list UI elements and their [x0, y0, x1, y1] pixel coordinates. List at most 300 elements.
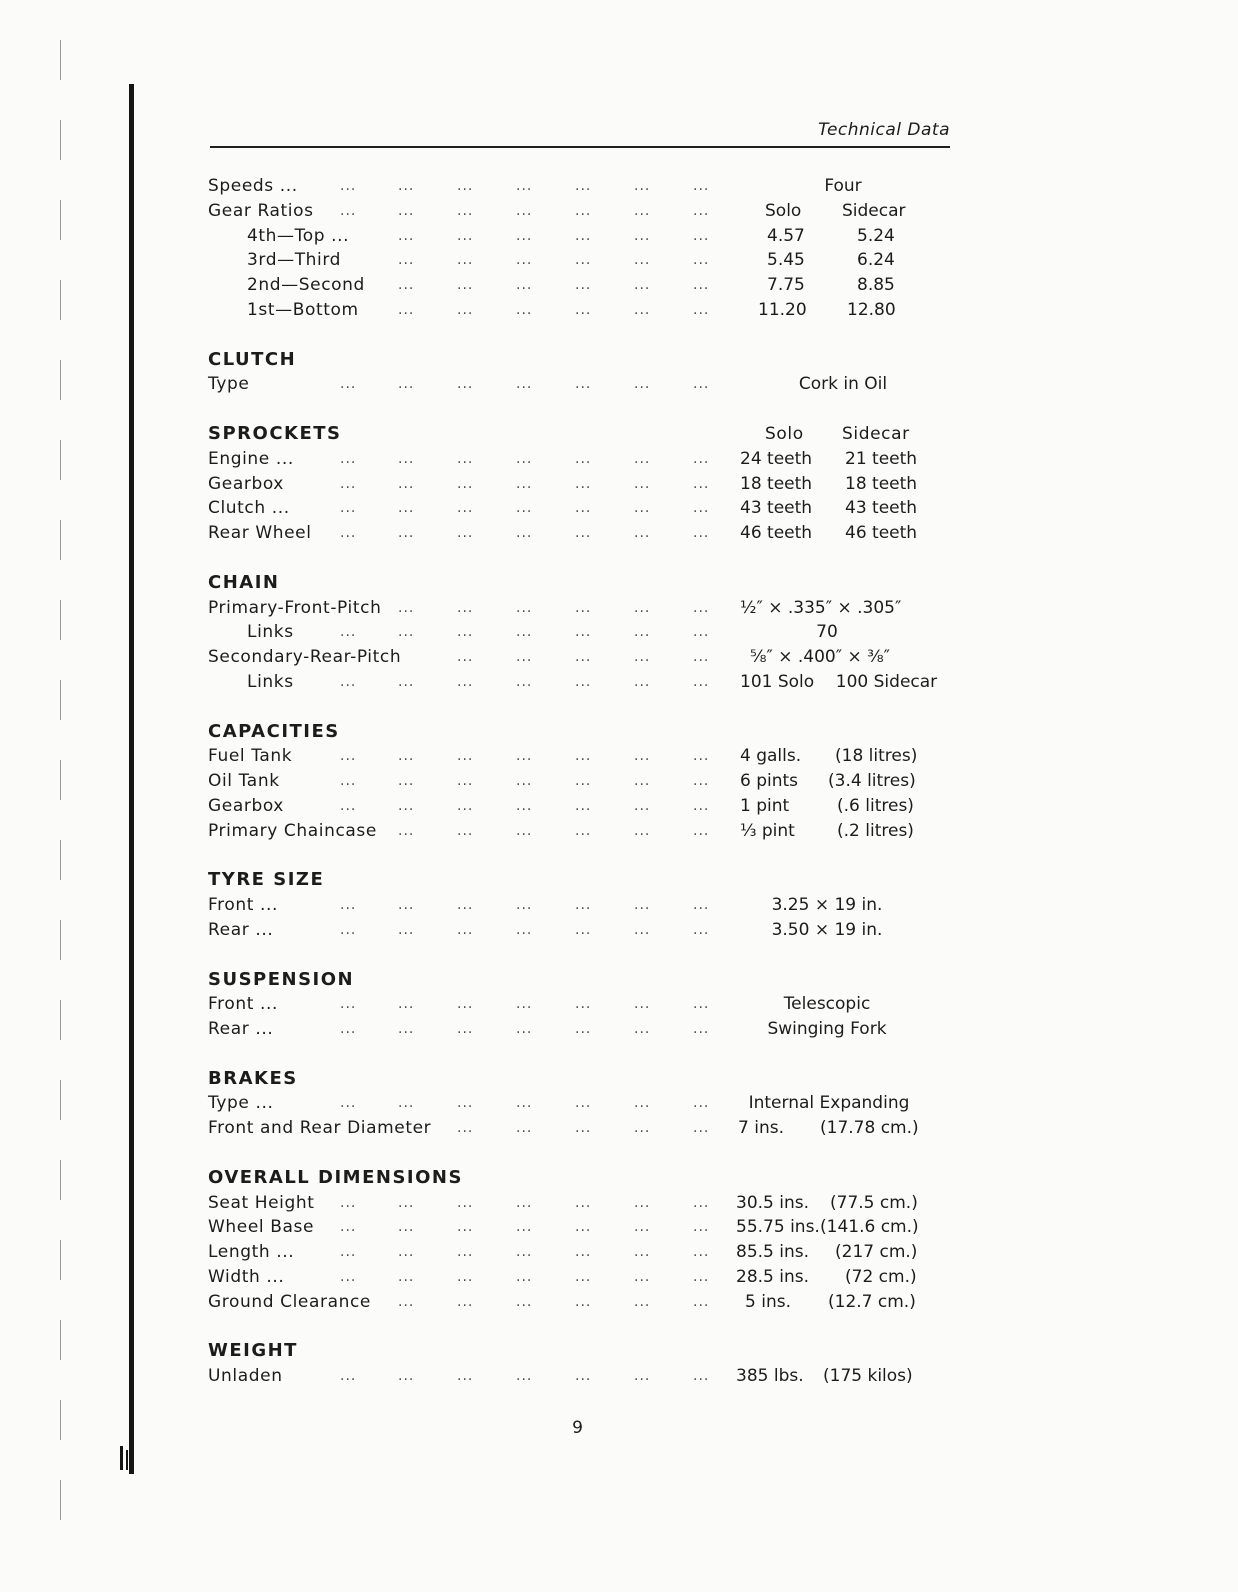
section-heading-sprockets: [205, 422, 950, 447]
tyre-row: [205, 893, 950, 918]
gear-ratio-label: 3rd—Third: [247, 250, 342, 271]
dimension-imperial: 85.5 ins.: [736, 1242, 810, 1263]
dimension-label: Wheel Base: [208, 1217, 315, 1238]
leader-dots: ...: [457, 773, 474, 790]
leader-dots: ...: [516, 450, 533, 467]
dimension-metric: (72 cm.): [845, 1267, 917, 1288]
leader-dots: ...: [693, 996, 710, 1013]
page-edge-mark: [60, 760, 61, 800]
leader-dots: ...: [516, 500, 533, 517]
leader-dots: ...: [693, 1194, 710, 1211]
capacity-row: [205, 744, 950, 769]
leader-dots: ...: [398, 921, 415, 938]
leader-dots: ...: [398, 500, 415, 517]
leader-dots: ...: [340, 624, 357, 641]
leader-dots: ...: [634, 624, 651, 641]
sprocket-label: Gearbox: [208, 473, 284, 494]
sprocket-sidecar: 18 teeth: [845, 473, 918, 494]
leader-dots: ...: [693, 822, 710, 839]
tyre-label: Front ...: [208, 895, 279, 916]
leader-dots: ...: [634, 1120, 651, 1137]
leader-dots: ...: [693, 1244, 710, 1261]
sprocket-solo: 18 teeth: [740, 473, 813, 494]
brakes-diameter-metric: (17.78 cm.): [820, 1118, 919, 1139]
leader-dots: ...: [575, 673, 592, 690]
leader-dots: ...: [634, 921, 651, 938]
leader-dots: ...: [340, 1368, 357, 1385]
dimension-label: Width ...: [208, 1267, 285, 1288]
leader-dots: ...: [575, 599, 592, 616]
leader-dots: ...: [516, 921, 533, 938]
leader-dots: ...: [457, 1194, 474, 1211]
leader-dots: ...: [516, 1219, 533, 1236]
leader-dots: ...: [575, 1368, 592, 1385]
page-number: 9: [572, 1418, 583, 1438]
technical-data-table: [205, 174, 950, 1389]
leader-dots: ...: [516, 1120, 533, 1137]
gear-ratio-solo: 7.75: [767, 275, 805, 296]
leader-dots: ...: [693, 450, 710, 467]
clutch-type-label: Type: [208, 374, 250, 395]
dimension-row: [205, 1290, 950, 1315]
dimension-metric: (217 cm.): [835, 1242, 918, 1263]
leader-dots: ...: [457, 1368, 474, 1385]
sprockets-solo-header: Solo: [765, 423, 804, 444]
capacity-imperial: ⅓ pint: [740, 820, 795, 841]
leader-dots: ...: [457, 500, 474, 517]
leader-dots: ...: [398, 376, 415, 393]
sprocket-sidecar: 21 teeth: [845, 448, 918, 469]
weight-imperial: 385 lbs.: [736, 1366, 804, 1387]
weight-metric: (175 kilos): [823, 1366, 913, 1387]
gear-ratio-row: [205, 248, 950, 273]
leader-dots: ...: [634, 748, 651, 765]
leader-dots: ...: [634, 475, 651, 492]
gear-ratio-sidecar: 5.24: [857, 225, 895, 246]
page-edge-mark: [60, 1000, 61, 1040]
leader-dots: ...: [634, 797, 651, 814]
leader-dots: ...: [693, 773, 710, 790]
gear-ratio-solo: 5.45: [767, 250, 805, 271]
leader-dots: ...: [398, 301, 415, 318]
leader-dots: ...: [693, 301, 710, 318]
leader-dots: ...: [516, 178, 533, 194]
chain-primary-row: [205, 596, 950, 621]
leader-dots: ...: [634, 1095, 651, 1112]
leader-dots: ...: [340, 1194, 357, 1211]
weight-row: [205, 1364, 950, 1389]
leader-dots: ...: [693, 1219, 710, 1236]
leader-dots: ...: [457, 1244, 474, 1261]
leader-dots: ...: [457, 450, 474, 467]
leader-dots: ...: [398, 822, 415, 839]
dimension-row: [205, 1240, 950, 1265]
capacity-metric: (.2 litres): [837, 820, 914, 841]
gear-ratio-label: 4th—Top ...: [247, 225, 350, 246]
capacity-metric: (3.4 litres): [828, 771, 916, 792]
leader-dots: ...: [693, 599, 710, 616]
leader-dots: ...: [340, 178, 357, 194]
page-edge-mark: [60, 680, 61, 720]
leader-dots: ...: [398, 1021, 415, 1038]
chain-secondary-links-label: Links: [247, 671, 294, 692]
suspension-value: Swinging Fork: [767, 1019, 887, 1040]
page-header: Technical Data: [818, 120, 950, 140]
leader-dots: ...: [575, 1194, 592, 1211]
leader-dots: ...: [634, 450, 651, 467]
capacity-row: [205, 819, 950, 844]
leader-dots: ...: [693, 649, 710, 666]
leader-dots: ...: [516, 1194, 533, 1211]
leader-dots: ...: [457, 1095, 474, 1112]
gear-ratio-label: 2nd—Second: [247, 275, 365, 296]
leader-dots: ...: [516, 822, 533, 839]
dimension-metric: (141.6 cm.): [820, 1217, 919, 1238]
page-edge-mark: [60, 600, 61, 640]
chain-secondary-links-value: 101 Solo 100 Sidecar: [740, 671, 938, 692]
leader-dots: ...: [516, 202, 533, 219]
dimension-label: Length ...: [208, 1242, 295, 1263]
chain-primary-value: ½″ × .335″ × .305″: [740, 597, 902, 618]
tyre-value: 3.50 × 19 in.: [771, 919, 883, 940]
page-edge-mark: [60, 1240, 61, 1280]
leader-dots: ...: [634, 1368, 651, 1385]
leader-dots: ...: [398, 1194, 415, 1211]
leader-dots: ...: [634, 599, 651, 616]
leader-dots: ...: [575, 921, 592, 938]
leader-dots: ...: [634, 376, 651, 393]
leader-dots: ...: [398, 450, 415, 467]
leader-dots: ...: [693, 921, 710, 938]
sprocket-solo: 46 teeth: [740, 523, 813, 544]
binding-edge: [129, 84, 134, 1474]
capacity-imperial: 6 pints: [740, 771, 799, 792]
leader-dots: ...: [457, 822, 474, 839]
leader-dots: ...: [457, 897, 474, 914]
suspension-label: Rear ...: [208, 1019, 274, 1040]
page-edge-mark: [60, 1080, 61, 1120]
leader-dots: ...: [457, 921, 474, 938]
leader-dots: ...: [693, 277, 710, 294]
speeds-row: [205, 174, 950, 199]
sprocket-label: Rear Wheel: [208, 523, 312, 544]
leader-dots: ...: [398, 624, 415, 641]
leader-dots: ...: [398, 1293, 415, 1310]
chain-primary-links-label: Links: [247, 622, 294, 643]
leader-dots: ...: [340, 475, 357, 492]
leader-dots: ...: [575, 202, 592, 219]
leader-dots: ...: [575, 1244, 592, 1261]
dimension-imperial: 30.5 ins.: [736, 1192, 810, 1213]
leader-dots: ...: [398, 475, 415, 492]
capacity-label: Fuel Tank: [208, 746, 293, 767]
leader-dots: ...: [634, 1219, 651, 1236]
leader-dots: ...: [457, 301, 474, 318]
leader-dots: ...: [516, 673, 533, 690]
leader-dots: ...: [516, 649, 533, 666]
leader-dots: ...: [693, 178, 710, 194]
dimension-row: [205, 1191, 950, 1216]
leader-dots: ...: [340, 525, 357, 542]
speeds-value: Four: [824, 176, 862, 196]
leader-dots: ...: [398, 673, 415, 690]
leader-dots: ...: [398, 599, 415, 616]
clutch-type-row: [205, 372, 950, 397]
dimension-metric: (12.7 cm.): [828, 1291, 916, 1312]
leader-dots: ...: [340, 1095, 357, 1112]
leader-dots: ...: [516, 897, 533, 914]
leader-dots: ...: [575, 450, 592, 467]
section-heading-tyre-size: TYRE SIZE: [208, 869, 325, 891]
leader-dots: ...: [457, 748, 474, 765]
leader-dots: ...: [457, 599, 474, 616]
leader-dots: ...: [634, 1269, 651, 1286]
leader-dots: ...: [340, 376, 357, 393]
leader-dots: ...: [634, 525, 651, 542]
leader-dots: ...: [457, 475, 474, 492]
leader-dots: ...: [340, 1219, 357, 1236]
leader-dots: ...: [634, 996, 651, 1013]
leader-dots: ...: [340, 748, 357, 765]
dimension-imperial: 55.75 ins.: [736, 1217, 820, 1238]
section-heading-chain: CHAIN: [208, 571, 280, 593]
section-heading-weight: WEIGHT: [208, 1340, 298, 1362]
page-edge-mark: [60, 1160, 61, 1200]
capacity-row: [205, 794, 950, 819]
leader-dots: ...: [457, 227, 474, 244]
leader-dots: ...: [516, 996, 533, 1013]
leader-dots: ...: [340, 500, 357, 517]
leader-dots: ...: [516, 1293, 533, 1310]
leader-dots: ...: [693, 1368, 710, 1385]
document-page: [205, 118, 950, 1458]
sprockets-sidecar-header: Sidecar: [842, 423, 910, 444]
leader-dots: ...: [457, 1293, 474, 1310]
leader-dots: ...: [575, 822, 592, 839]
leader-dots: ...: [516, 1368, 533, 1385]
leader-dots: ...: [693, 252, 710, 269]
leader-dots: ...: [693, 376, 710, 393]
leader-dots: ...: [634, 500, 651, 517]
chain-secondary-row: [205, 645, 950, 670]
leader-dots: ...: [575, 797, 592, 814]
leader-dots: ...: [398, 773, 415, 790]
leader-dots: ...: [575, 1021, 592, 1038]
leader-dots: ...: [457, 376, 474, 393]
leader-dots: ...: [516, 748, 533, 765]
section-heading-suspension: SUSPENSION: [208, 968, 355, 990]
leader-dots: ...: [340, 1244, 357, 1261]
leader-dots: ...: [575, 649, 592, 666]
suspension-label: Front ...: [208, 994, 279, 1015]
leader-dots: ...: [516, 797, 533, 814]
capacity-imperial: 1 pint: [740, 795, 790, 816]
capacity-metric: (.6 litres): [837, 795, 914, 816]
leader-dots: ...: [398, 897, 415, 914]
page-edge-mark: [60, 200, 61, 240]
leader-dots: ...: [516, 277, 533, 294]
leader-dots: ...: [693, 1021, 710, 1038]
gear-ratio-row: [205, 298, 950, 323]
leader-dots: ...: [634, 773, 651, 790]
leader-dots: ...: [398, 748, 415, 765]
leader-dots: ...: [516, 773, 533, 790]
leader-dots: ...: [575, 227, 592, 244]
page-edge-mark: [60, 120, 61, 160]
leader-dots: ...: [457, 673, 474, 690]
leader-dots: ...: [634, 252, 651, 269]
gear-ratio-solo: 4.57: [767, 225, 805, 246]
tyre-row: [205, 918, 950, 943]
leader-dots: ...: [340, 202, 357, 219]
sprocket-label: Engine ...: [208, 448, 294, 469]
leader-dots: ...: [575, 996, 592, 1013]
leader-dots: ...: [634, 1194, 651, 1211]
page-edge-mark: [60, 840, 61, 880]
brakes-diameter-imperial: 7 ins.: [738, 1118, 784, 1139]
leader-dots: ...: [398, 227, 415, 244]
suspension-row: [205, 992, 950, 1017]
suspension-value: Telescopic: [783, 994, 871, 1015]
sprocket-row: [205, 472, 950, 497]
leader-dots: ...: [457, 1269, 474, 1286]
leader-dots: ...: [340, 1021, 357, 1038]
capacity-metric: (18 litres): [835, 746, 918, 767]
leader-dots: ...: [516, 376, 533, 393]
speeds-label: Speeds ...: [208, 176, 298, 196]
leader-dots: ...: [340, 797, 357, 814]
page-edge-mark: [60, 440, 61, 480]
leader-dots: ...: [634, 673, 651, 690]
leader-dots: ...: [634, 822, 651, 839]
leader-dots: ...: [693, 202, 710, 219]
leader-dots: ...: [693, 525, 710, 542]
capacity-label: Gearbox: [208, 795, 284, 816]
page-edge-mark: [60, 1400, 61, 1440]
leader-dots: ...: [457, 1219, 474, 1236]
dimension-label: Seat Height: [208, 1192, 315, 1213]
leader-dots: ...: [634, 649, 651, 666]
section-heading-clutch: CLUTCH: [208, 348, 297, 370]
leader-dots: ...: [516, 1269, 533, 1286]
leader-dots: ...: [398, 1368, 415, 1385]
leader-dots: ...: [575, 376, 592, 393]
leader-dots: ...: [516, 301, 533, 318]
gear-ratios-sidecar-header: Sidecar: [842, 200, 906, 221]
leader-dots: ...: [634, 897, 651, 914]
gear-ratios-row: [205, 199, 950, 224]
leader-dots: ...: [516, 525, 533, 542]
binding-mark: [120, 1446, 123, 1470]
gear-ratios-label: Gear Ratios: [208, 200, 314, 221]
leader-dots: ...: [693, 1293, 710, 1310]
leader-dots: ...: [457, 202, 474, 219]
sprocket-sidecar: 46 teeth: [845, 523, 918, 544]
leader-dots: ...: [634, 227, 651, 244]
leader-dots: ...: [457, 797, 474, 814]
leader-dots: ...: [516, 1244, 533, 1261]
capacity-label: Primary Chaincase: [208, 820, 377, 841]
leader-dots: ...: [398, 202, 415, 219]
chain-primary-label: Primary-Front-Pitch: [208, 597, 382, 618]
gear-ratio-sidecar: 12.80: [847, 299, 896, 320]
leader-dots: ...: [340, 996, 357, 1013]
leader-dots: ...: [693, 748, 710, 765]
sprocket-solo: 43 teeth: [740, 498, 813, 519]
tyre-value: 3.25 × 19 in.: [771, 895, 883, 916]
page-edge-mark: [60, 920, 61, 960]
sprocket-row: [205, 521, 950, 546]
capacity-row: [205, 769, 950, 794]
sprocket-label: Clutch ...: [208, 498, 290, 519]
dimension-row: [205, 1265, 950, 1290]
brakes-diameter-row: [205, 1116, 950, 1141]
leader-dots: ...: [516, 1095, 533, 1112]
leader-dots: ...: [693, 1120, 710, 1137]
leader-dots: ...: [516, 1021, 533, 1038]
chain-primary-links-value: 70: [816, 622, 838, 643]
binding-mark: [126, 1450, 128, 1470]
leader-dots: ...: [575, 178, 592, 194]
clutch-type-value: Cork in Oil: [798, 374, 888, 395]
leader-dots: ...: [457, 252, 474, 269]
section-heading-brakes: BRAKES: [208, 1067, 298, 1089]
gear-ratio-row: [205, 273, 950, 298]
leader-dots: ...: [693, 1269, 710, 1286]
section-heading-overall-dimensions: OVERALL DIMENSIONS: [208, 1166, 463, 1188]
leader-dots: ...: [634, 1244, 651, 1261]
leader-dots: ...: [457, 649, 474, 666]
suspension-row: [205, 1017, 950, 1042]
capacity-imperial: 4 galls.: [740, 746, 802, 767]
leader-dots: ...: [398, 1244, 415, 1261]
page-edge-mark: [60, 280, 61, 320]
chain-secondary-links-row: [205, 670, 950, 695]
leader-dots: ...: [693, 624, 710, 641]
page-edge-mark: [60, 360, 61, 400]
leader-dots: ...: [575, 1095, 592, 1112]
chain-secondary-label: Secondary-Rear-Pitch: [208, 647, 402, 668]
leader-dots: ...: [575, 277, 592, 294]
leader-dots: ...: [693, 227, 710, 244]
leader-dots: ...: [457, 525, 474, 542]
leader-dots: ...: [693, 475, 710, 492]
dimension-metric: (77.5 cm.): [830, 1192, 918, 1213]
page-edge-mark: [60, 520, 61, 560]
gear-ratios-solo-header: Solo: [765, 200, 802, 221]
leader-dots: ...: [575, 252, 592, 269]
leader-dots: ...: [634, 277, 651, 294]
sprockets-title: SPROCKETS: [208, 422, 342, 444]
chain-primary-links-row: [205, 620, 950, 645]
leader-dots: ...: [457, 1120, 474, 1137]
dimension-row: [205, 1215, 950, 1240]
leader-dots: ...: [634, 1293, 651, 1310]
leader-dots: ...: [398, 252, 415, 269]
leader-dots: ...: [693, 1095, 710, 1112]
leader-dots: ...: [340, 921, 357, 938]
leader-dots: ...: [634, 1021, 651, 1038]
weight-label: Unladen: [208, 1366, 283, 1387]
brakes-type-value: Internal Expanding: [748, 1093, 910, 1114]
leader-dots: ...: [398, 996, 415, 1013]
sprocket-solo: 24 teeth: [740, 448, 813, 469]
leader-dots: ...: [575, 773, 592, 790]
leader-dots: ...: [398, 797, 415, 814]
leader-dots: ...: [516, 252, 533, 269]
leader-dots: ...: [340, 450, 357, 467]
leader-dots: ...: [634, 178, 651, 194]
